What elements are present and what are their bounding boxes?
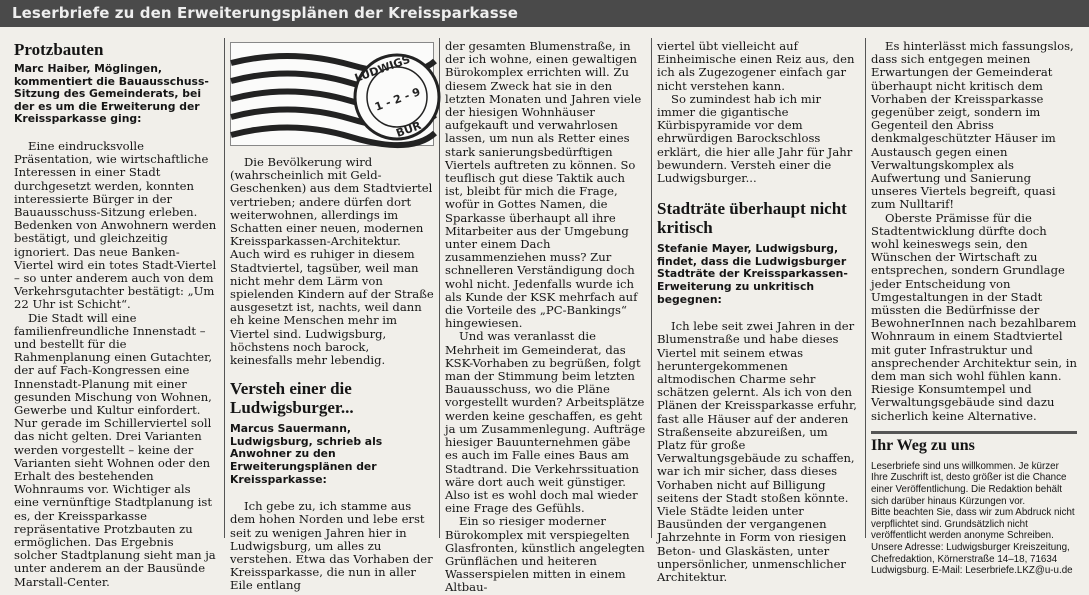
column-rule bbox=[224, 38, 225, 538]
column-rule bbox=[651, 38, 652, 538]
letter-2-paragraph: der gesamten Blumenstraße, in der ich wohne, einen gewaltigen Bürokomplex errichten will. Zu diesem Zweck hat sie in den letzten Monaten und Jahren viele der hiesigen Wohnhäuser aufgekauft und verwahrlosen lassen, um nun als Retter eines stark sanierungsbedürftigen Viertels auftreten zu können. So teuflisch gut diese Taktik auch ist, bleibt für mich die Frage, wofür in Gottes Namen, die Sparkasse überhaupt all ihre Mitarbeiter aus der Umgebung unter einem Dach zusammenziehen muss? Zur schnelleren Verständigung doch wohl nicht. Jedenfalls wurde ich als Kunde der KSK mehrfach auf die Vorteile des „PC-Bankings“ hingewiesen. bbox=[445, 39, 642, 331]
letter-3-paragraph: Oberste Prämisse für die Stadtentwicklung dürfte doch wohl keineswegs sein, den Wünschen der Wirtschaft zu entsprechen, sondern Grundlage jeder Entscheidung von Umgestaltungen in der Stadt müssten die Bedürfnisse der BewohnerInnen nach bezahlbarem Wohnraum in einem Stadtviertel mit guter Infrastruktur und ansprechender Architektur sein, in dem man sich wohl fühlen kann. Riesige Konsumtempel und Verwaltungsgebäude sind dazu sicherlich keine Alternative. bbox=[871, 210, 1077, 423]
column-2 bbox=[230, 40, 434, 593]
letter-2-paragraph: Ein so riesiger moderner Bürokomplex mit verspiegelten Glasfronten, künstlich angelegten Grünflächen und heiteren Wasserspielen mitten in einem Altbau- bbox=[445, 514, 645, 595]
column-rule bbox=[865, 38, 866, 538]
column-4 bbox=[657, 39, 860, 585]
column-5 bbox=[871, 40, 1077, 580]
postmark-text-top: LUDWIGS bbox=[352, 52, 412, 85]
infobox-paragraph: Leserbriefe sind uns willkommen. Je kürzer Ihre Zuschrift ist, desto größer ist die Chance einer Veröffentlichung. Die Redaktion behält sich darüber hinaus Kürzungen vor. bbox=[871, 460, 1067, 507]
letter-1-title: Protzbauten bbox=[14, 40, 104, 59]
infobox-title: Ihr Weg zu uns bbox=[871, 431, 1077, 455]
postmark-graphic bbox=[231, 43, 435, 145]
letter-1-lede: Marc Haiber, Möglingen, kommentiert die Bauausschuss-Sitzung des Gemeinderats, bei der es um die Erweiterung der Kreissparkasse ging: bbox=[14, 62, 209, 126]
infobox-paragraph: Unsere Adresse: Ludwigsburger Kreiszeitung, Chefredaktion, Körnerstraße 14–18, 71634 Ludwigsburg. E-Mail: Leserbriefe.LKZ@u-u.de bbox=[871, 542, 1073, 577]
letter-3-paragraph: Ich lebe seit zwei Jahren in der Blumenstraße und habe dieses Viertel mit seinem etwas heruntergekommenen altmodischen Charme sehr schätzen gelernt. Als ich von den Plänen der Kreissparkasse erfuhr, fast alle Häuser auf der anderen Straßenseite abzureißen, um Platz für große Verwaltungsgebäude zu schaffen, war ich mir sicher, dass dieses Vorhaben nicht auf Billigung seitens der Stadt stoßen könnte. Viele Städte leiden unter Bausünden der vergangenen Jahrzehnte in Form von riesigen Beton- und Glaskästen, unter unpersönlicher, unmenschlicher Architektur. bbox=[657, 319, 857, 585]
letter-2-paragraph: So zumindest hab ich mir immer die gigantische Kürbispyramide vor dem ehrwürdigen Barockschloss erklärt, die hier alle Jahr für Jahr bewundern. Versteh einer die Ludwigsburger... bbox=[657, 91, 853, 186]
letter-2-paragraph: Und was veranlasst die Mehrheit im Gemeinderat, das KSK-Vorhaben zu begrüßen, folgt man der Stimmung beim letzten Bauausschuss, wo die Pläne vorgestellt wurden? Arbeitsplätze werden keine geschaffen, es geht ja um Zusammenlegung. Aufträge hiesiger Bauunternehmen gäbe es auch im Falle eines Baus am Stadtrand. Die Verkehrssituation wäre dort auch weit günstiger. Also ist es wohl doch mal wieder eine Frage des Gefühls. bbox=[445, 329, 646, 516]
letter-2-lede: Marcus Sauermann, Ludwigsburg, schrieb als Anwohner zu den Erweiterungsplänen der Kreissparkasse: bbox=[230, 422, 383, 486]
postmark-image bbox=[230, 42, 434, 146]
letter-3-title: Stadträte überhaupt nicht kritisch bbox=[657, 199, 847, 238]
letter-2-paragraph: Ich gebe zu, ich stamme aus dem hohen Norden und lebe erst seit zu wenigen Jahren hier in Ludwigsburg, um alles zu verstehen. Etwa das Vorhaben der Kreissparkasse, die nun in aller Eile entlang bbox=[230, 499, 433, 593]
postmark-date: 1 - 2 - 9 bbox=[373, 85, 423, 114]
letter-1-paragraph: Eine eindrucksvolle Präsentation, wie wirtschaftliche Interessen in einer Stadt durchgesetzt werden, konnten interessierte Bürger in der Bauausschuss-Sitzung erleben. Bedenken von Anwohnern werden bestätigt, und gleichzeitig ignoriert. Das neue Banken-Viertel wird ein totes Stadt-Viertel – so unter anderem auch von dem Verkehrsgutachter bestätigt: „Um 22 Uhr ist Schicht“. bbox=[14, 138, 217, 312]
letter-3-lede: Stefanie Mayer, Ludwigsburg, findet, dass die Ludwigsburger Stadträte der Kreissparkassen-Erweiterung zu unkritisch begegnen: bbox=[657, 242, 848, 306]
infobox-paragraph: Bitte beachten Sie, dass wir zum Abdruck nicht verpflichtet sind. Grundsätzlich nicht veröffentlicht werden anonyme Schreiben. bbox=[871, 507, 1075, 542]
column-3 bbox=[445, 39, 646, 595]
letter-1-paragraph: Die Stadt will eine familienfreundliche Innenstadt – und bestellt für die Rahmenplanung einen Gutachter, der auf Fach-Kongressen eine Innenstadt-Planung mit einer gesunden Mischung von Wohnen, Gewerbe und Kultur einfordert. Nur gerade im Schillerviertel soll das nicht gelten. Drei Varianten werden vorgestellt – keine der Varianten sieht Wohnen oder den Erhalt des bestehenden Wohnraums vor. Wichtiger als eine vernünftige Stadtplanung ist es, der Kreissparkasse repräsentative Protzbauten zu ermöglichen. Das Ergebnis solcher Stadtplanung sieht man ja unter anderem an der Bausünde Marstall-Center. bbox=[14, 310, 216, 589]
letter-1-paragraph: Die Bevölkerung wird (wahrscheinlich mit Geld-Geschenken) aus dem Stadtviertel vertrieben; andere dürfen dort weiterwohnen, allerdings im Schatten einer neuen, modernen Kreissparkassen-Architektur. Auch wird es ruhiger in diesem Stadtviertel, tagsüber, weil man nicht mehr dem Lärm von spielenden Kindern auf der Straße ausgesetzt ist, nachts, weil dann eh keine Menschen mehr im Viertel sind. Ludwigsburg, höchstens noch barock, keinesfalls mehr lebendig. bbox=[230, 155, 434, 368]
letter-3-paragraph: Es hinterlässt mich fassungslos, dass sich entgegen meinen Erwartungen der Gemeinderat überhaupt nicht kritisch dem Vorhaben der Kreissparkasse gegenüber zeigt, sondern im Gegenteil den Abriss denkmalgeschützter Häuser im Austausch gegen einen Verwaltungskomplex als Aufwertung und Sanierung unseres Viertels begreift, quasi zum Nulltarif! bbox=[871, 39, 1074, 212]
letter-2-title: Versteh einer die Ludwigsburger... bbox=[230, 379, 354, 418]
letter-2-paragraph: viertel übt vielleicht auf Einheimische einen Reiz aus, den ich als Zugezogener einfach gar nicht verstehen kann. bbox=[657, 39, 855, 93]
infobox-text bbox=[871, 461, 1077, 577]
column-rule bbox=[439, 38, 440, 538]
section-header: Leserbriefe zu den Erweiterungsplänen der Kreissparkasse bbox=[0, 0, 1089, 27]
postmark-text-bottom: BUR bbox=[394, 118, 424, 140]
column-1 bbox=[14, 40, 218, 589]
